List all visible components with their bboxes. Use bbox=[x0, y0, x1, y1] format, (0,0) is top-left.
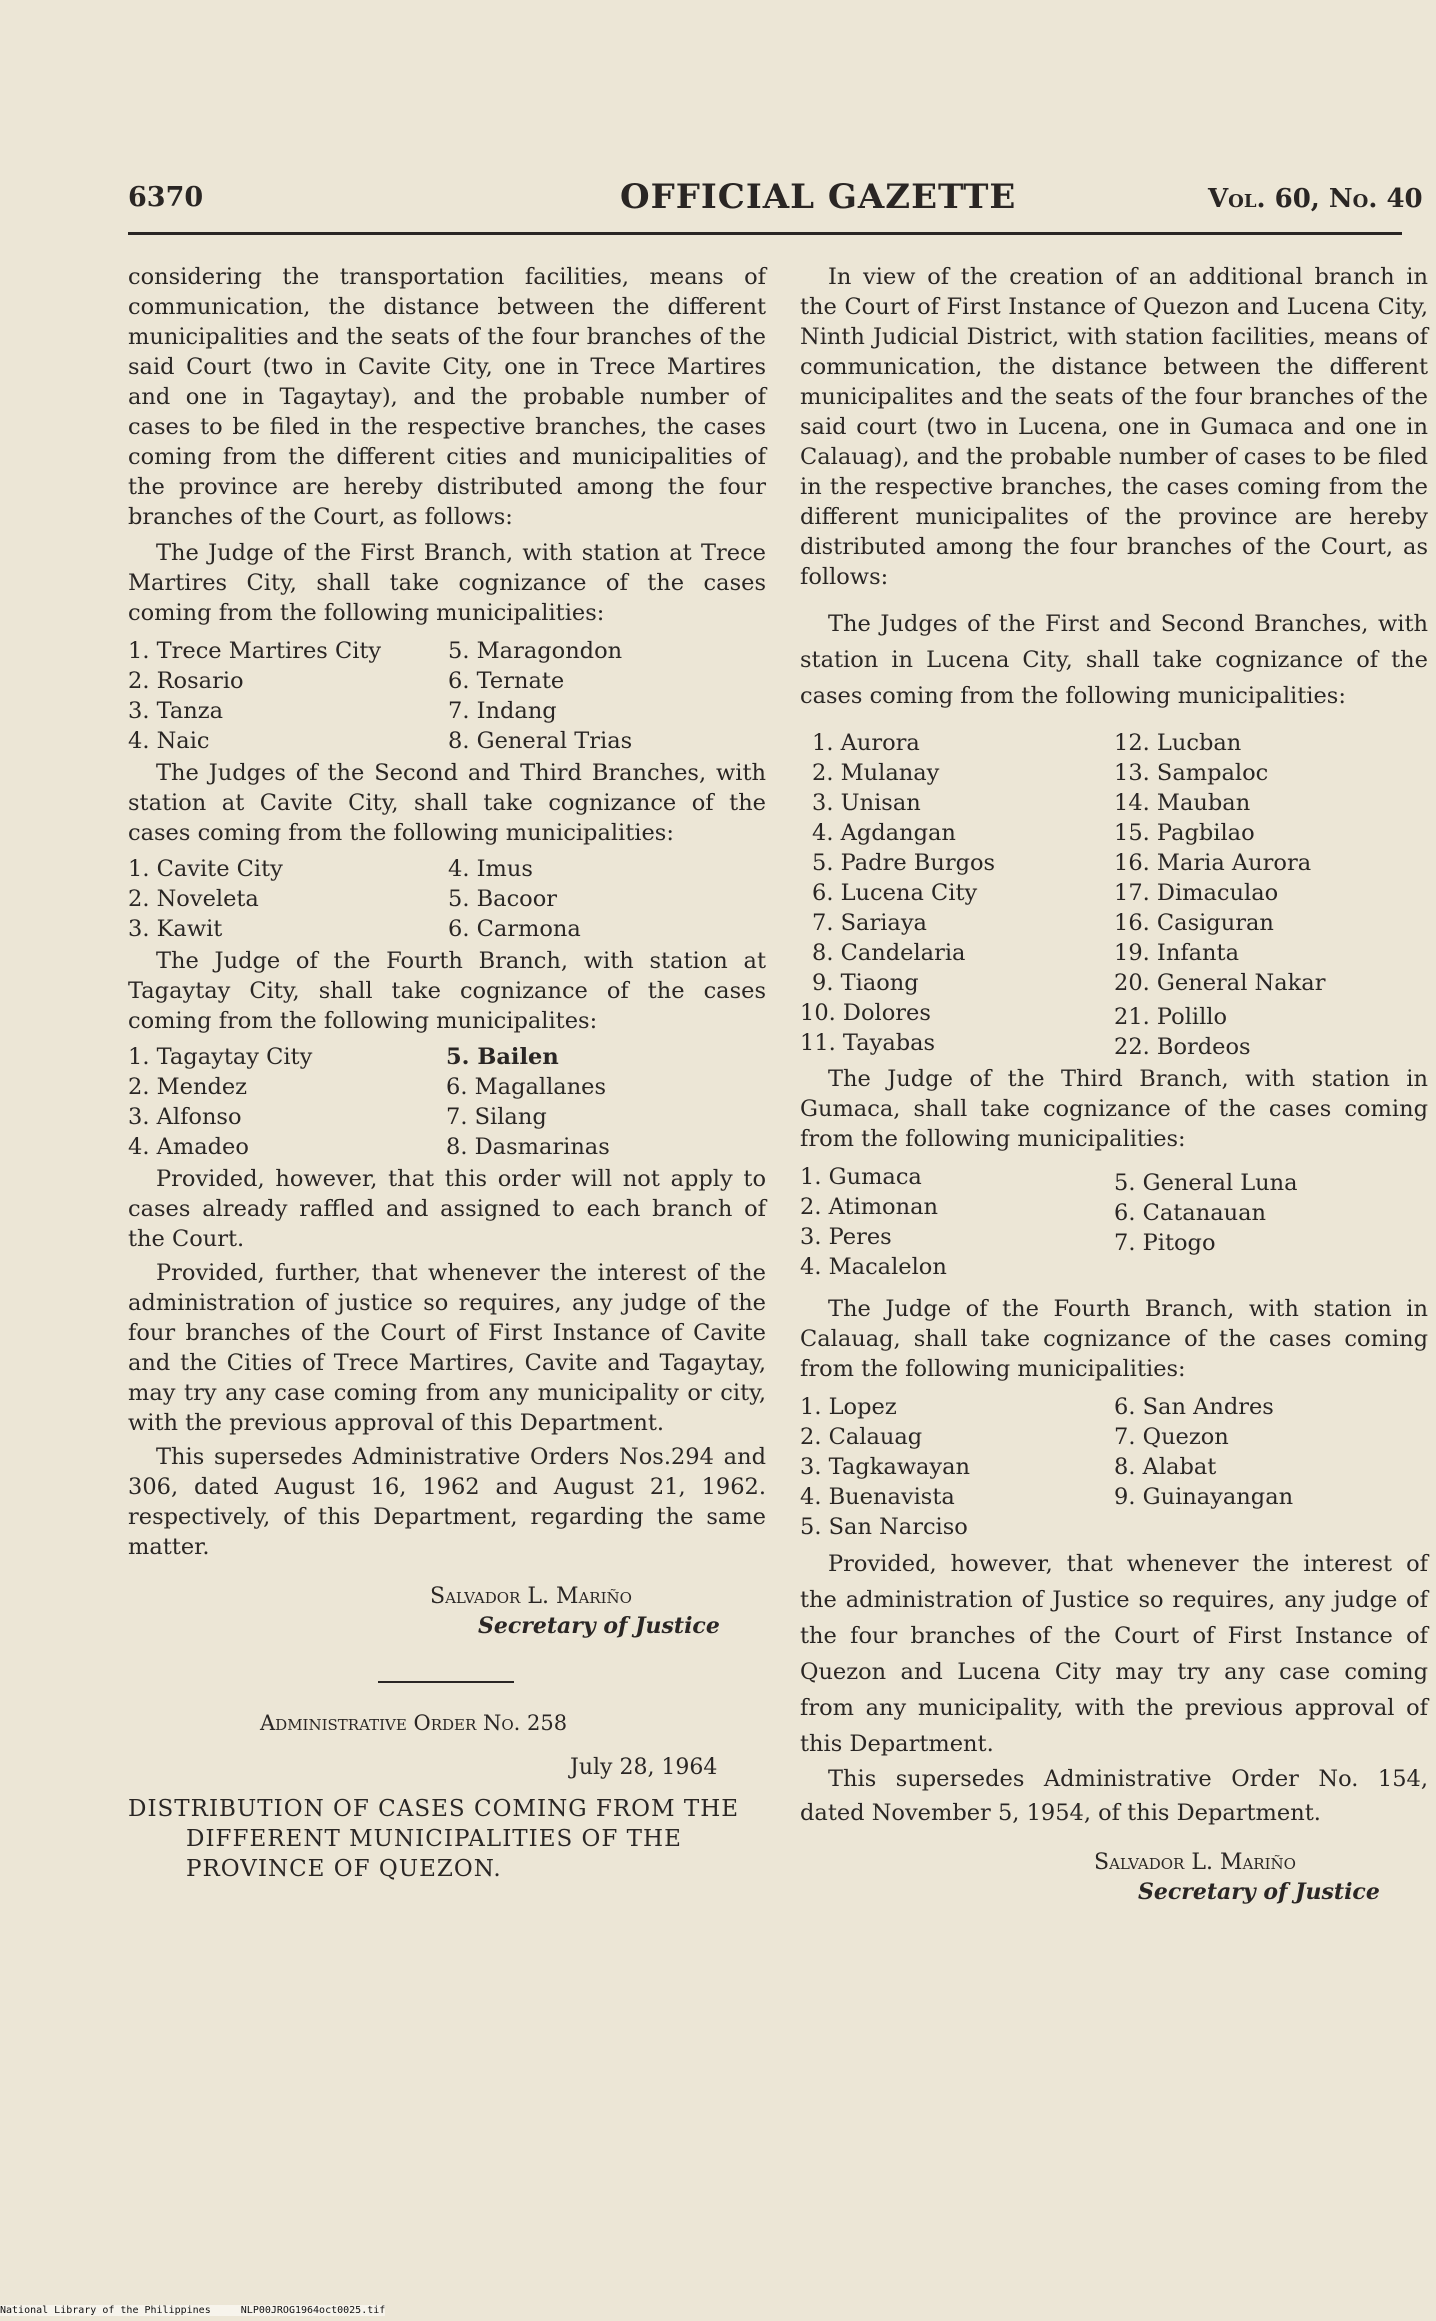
order-title: DISTRIBUTION OF CASES COMING FROM THE DIFFERENT MUNICIPALITIES OF THE PROVINCE OF QUEZON. bbox=[128, 1796, 740, 1882]
footer-library: National Library of the Philippines bbox=[0, 2305, 211, 2316]
list-item: 6. Carmona bbox=[448, 916, 581, 942]
left-intro: considering the transportation facilities, means of communication, the distance between the different municipalities and the seats of the four branches of the said Court (two in Cavite City, one in Trece Martires and one in Tagaytay), and the probable number of cases to be filed in the respective branches, the cases coming from the different cities and municipalities of the province are hereby distributed among the four branches of the Court, as follows: bbox=[128, 264, 766, 530]
list-item: 13. Sampaloc bbox=[1114, 760, 1269, 786]
list-item: 19. Infanta bbox=[1114, 940, 1240, 966]
list-item: 22. Bordeos bbox=[1114, 1034, 1251, 1060]
left-column bbox=[128, 262, 766, 1884]
list-item: 8. General Trias bbox=[448, 728, 633, 754]
right-proviso: Provided, however, that whenever the interest of the administration of Justice so requires, any judge of the four branches of the Court of First Instance of Quezon and Lucena City may try any case coming from any municipality, with the previous approval of this Department. bbox=[800, 1551, 1428, 1757]
list-item: 16. Maria Aurora bbox=[1114, 850, 1312, 876]
signatory-title: Secretary of Justice bbox=[478, 1613, 720, 1639]
left-second-third-text: The Judges of the Second and Third Branches, with station at Cavite City, shall take cognizance of the cases coming from the following municipalities: bbox=[128, 760, 766, 846]
right-third-list bbox=[800, 1162, 1428, 1286]
list-item: 1. Tagaytay City bbox=[128, 1044, 313, 1070]
list-item: 8. Alabat bbox=[1114, 1454, 1217, 1480]
page-number: 6370 bbox=[128, 182, 204, 213]
list-item: 7. Quezon bbox=[1114, 1424, 1229, 1450]
left-supersedes: This supersedes Administrative Orders Nos.294 and 306, dated August 16, 1962 and August 21, 1962. respectively, of this Department, regarding the same matter. bbox=[128, 1444, 766, 1560]
list-item: 8. Candelaria bbox=[812, 940, 966, 966]
list-item: 15. Pagbilao bbox=[1114, 820, 1255, 846]
left-signature bbox=[128, 1584, 766, 1639]
section-divider bbox=[378, 1681, 514, 1683]
list-item: 4. Macalelon bbox=[800, 1254, 947, 1280]
list-item: 9. Tiaong bbox=[812, 970, 919, 996]
list-item: 1. Aurora bbox=[812, 730, 920, 756]
list-item: 3. Peres bbox=[800, 1224, 892, 1250]
left-fourth-branch-text: The Judge of the Fourth Branch, with station at Tagaytay City, shall take cognizance of the cases coming from the following municipalites: bbox=[128, 948, 766, 1034]
volume-label: Vol. 60, No. 40 bbox=[1208, 184, 1423, 214]
list-item: 21. Polillo bbox=[1114, 1004, 1228, 1030]
right-third-branch-text: The Judge of the Third Branch, with station in Gumaca, shall take cognizance of the cases coming from the following municipalities: bbox=[800, 1066, 1428, 1152]
list-item: 2. Mulanay bbox=[812, 760, 940, 786]
list-item: 3. Tanza bbox=[128, 698, 224, 724]
list-item: 7. Indang bbox=[448, 698, 557, 724]
list-item: 4. Imus bbox=[448, 856, 533, 882]
list-item: 4. Buenavista bbox=[800, 1484, 955, 1510]
list-item: 8. Dasmarinas bbox=[446, 1134, 610, 1160]
signatory-name: Salvador L. Mariño bbox=[430, 1584, 632, 1609]
list-item: 4. Naic bbox=[128, 728, 210, 754]
list-item: 5. San Narciso bbox=[800, 1514, 968, 1540]
list-item: 1. Trece Martires City bbox=[128, 638, 382, 664]
list-item: 5. Bailen bbox=[446, 1044, 559, 1070]
list-item: 2. Mendez bbox=[128, 1074, 248, 1100]
list-item: 2. Atimonan bbox=[800, 1194, 938, 1220]
list-item: 1. Cavite City bbox=[128, 856, 283, 882]
list-item: 17. Dimaculao bbox=[1114, 880, 1279, 906]
list-item: 12. Lucban bbox=[1114, 730, 1242, 756]
signatory-name: Salvador L. Mariño bbox=[1094, 1850, 1296, 1875]
publication-title: OFFICIAL GAZETTE bbox=[620, 177, 1017, 217]
list-item: 14. Mauban bbox=[1114, 790, 1251, 816]
list-item: 6. Ternate bbox=[448, 668, 565, 694]
right-fourth-list bbox=[800, 1392, 1428, 1546]
right-list-lucena bbox=[800, 728, 1428, 1064]
list-item: 6. Magallanes bbox=[446, 1074, 607, 1100]
list-item: 2. Rosario bbox=[128, 668, 244, 694]
list-item: 9. Guinayangan bbox=[1114, 1484, 1294, 1510]
signatory-title: Secretary of Justice bbox=[1138, 1879, 1380, 1905]
list-item: 11. Tayabas bbox=[800, 1030, 936, 1056]
list-item: 16. Casiguran bbox=[1114, 910, 1274, 936]
list-item: 4. Amadeo bbox=[128, 1134, 249, 1160]
right-signature bbox=[800, 1850, 1428, 1905]
list-item: 5. Maragondon bbox=[448, 638, 623, 664]
list-item: 3. Unisan bbox=[812, 790, 921, 816]
right-intro: In view of the creation of an additional branch in the Court of First Instance of Quezon and Lucena City, Ninth Judicial District, with station facilities, means of communication, the distance between the different municipalites and the seats of the four branches of the said court (two in Lucena, one in Gumaca and one in Calauag), and the probable number of cases to be filed in the respective branches, the cases coming from the different municipalites of the province are hereby distributed among the four branches of the Court, as follows: bbox=[800, 264, 1428, 590]
order-heading: Administrative Order No. 258 bbox=[260, 1711, 568, 1735]
list-item: 20. General Nakar bbox=[1114, 970, 1326, 996]
left-proviso-2: Provided, further, that whenever the interest of the administration of justice so requires, any judge of the four branches of the Court of First Instance of Cavite and the Cities of Trece Martires, Cavite and Tagaytay, may try any case coming from any municipality or city, with the previous approval of this Department. bbox=[128, 1260, 766, 1436]
list-item: 1. Lopez bbox=[800, 1394, 897, 1420]
list-item: 2. Noveleta bbox=[128, 886, 259, 912]
list-item: 3. Kawit bbox=[128, 916, 223, 942]
footer-file: NLP00JROG1964oct0025.tif bbox=[240, 2305, 386, 2316]
list-item: 7. Sariaya bbox=[812, 910, 927, 936]
list-item: 5. Padre Burgos bbox=[812, 850, 996, 876]
left-proviso-1: Provided, however, that this order will not apply to cases already raffled and assigned to each branch of the Court. bbox=[128, 1166, 766, 1252]
list-item: 6. Lucena City bbox=[812, 880, 978, 906]
order-date: July 28, 1964 bbox=[570, 1755, 718, 1780]
list-item: 5. Bacoor bbox=[448, 886, 558, 912]
list-item: 10. Dolores bbox=[800, 1000, 931, 1026]
list-item: 3. Tagkawayan bbox=[800, 1454, 971, 1480]
list-item: 3. Alfonso bbox=[128, 1104, 242, 1130]
list-item: 2. Calauag bbox=[800, 1424, 923, 1450]
list-item: 1. Gumaca bbox=[800, 1164, 922, 1190]
right-supersedes: This supersedes Administrative Order No. 154, dated November 5, 1954, of this Department. bbox=[800, 1766, 1428, 1826]
left-fourth-list bbox=[128, 1042, 766, 1164]
right-first-second-text: The Judges of the First and Second Branches, with station in Lucena City, shall take cognizance of the cases coming from the following municipalities: bbox=[800, 611, 1428, 709]
left-second-list bbox=[128, 854, 766, 946]
header-rule bbox=[128, 232, 1402, 235]
scan-footer bbox=[0, 2305, 385, 2316]
list-item: 7. Pitogo bbox=[1114, 1230, 1216, 1256]
right-column bbox=[800, 262, 1428, 1905]
list-item: 6. San Andres bbox=[1114, 1394, 1274, 1420]
right-fourth-branch-text: The Judge of the Fourth Branch, with station in Calauag, shall take cognizance of the cases coming from the following municipalities: bbox=[800, 1296, 1428, 1382]
list-item: 4. Agdangan bbox=[812, 820, 956, 846]
list-item: 6. Catanauan bbox=[1114, 1200, 1267, 1226]
left-first-branch-text: The Judge of the First Branch, with station at Trece Martires City, shall take cognizance of the cases coming from the following municipalities: bbox=[128, 540, 766, 626]
left-first-list bbox=[128, 636, 766, 758]
list-item: 5. General Luna bbox=[1114, 1170, 1298, 1196]
list-item: 7. Silang bbox=[446, 1104, 547, 1130]
